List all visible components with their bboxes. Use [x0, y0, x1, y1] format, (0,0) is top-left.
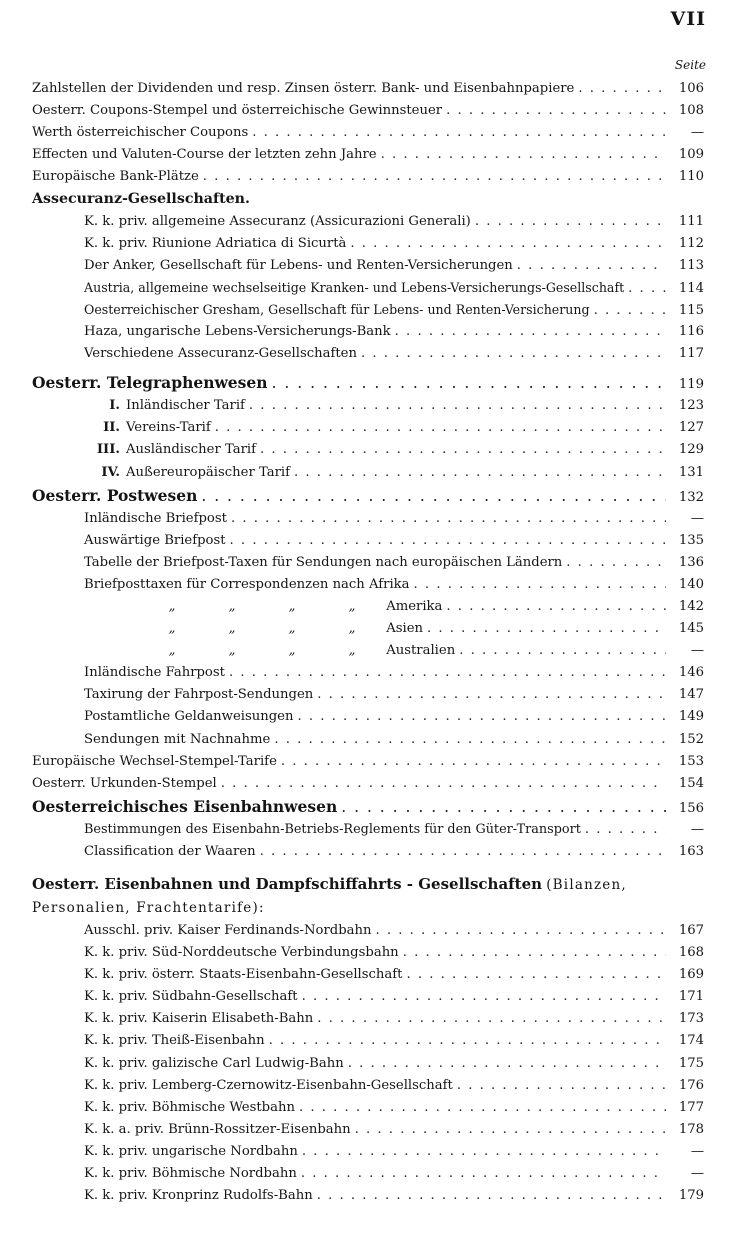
toc-entry: Effecten und Valuten-Course der letzten zehn Jahre . . . 109 — [32, 144, 704, 166]
toc-entry: Europäische Wechsel-Stempel-Tarife . . . 153 — [32, 751, 704, 773]
toc-entry: Der Anker, Gesellschaft für Lebens- und Renten-Versicherungen . . . 113 — [32, 255, 704, 277]
toc-entry: Sendungen mit Nachnahme . . . 152 — [32, 729, 704, 751]
toc-entry: K. k. priv. österr. Staats-Eisenbahn-Gesellschaft . . . 169 — [32, 964, 704, 986]
toc-entry: Verschiedene Assecuranz-Gesellschaften . . . 117 — [32, 343, 704, 365]
page-number: VII — [670, 8, 706, 30]
toc-entry: K. k. priv. allgemeine Assecuranz (Assicurazioni Generali) . . . 111 — [32, 211, 704, 233]
toc-entry: II. Vereins-Tarif . . . 127 — [32, 417, 704, 439]
section-heading: Oesterr. Postwesen . . . 132 — [32, 484, 704, 508]
toc-entry: Oesterreichischer Gresham, Gesellschaft für Lebens- und Renten-Versicherung . . . 115 — [32, 299, 704, 321]
table-of-contents — [32, 78, 704, 1207]
toc-entry: Taxirung der Fahrpost-Sendungen . . . 147 — [32, 684, 704, 706]
toc-entry: K. k. priv. Böhmische Nordbahn . . . — — [32, 1163, 704, 1185]
toc-entry: K. k. priv. ungarische Nordbahn . . . — — [32, 1141, 704, 1163]
toc-entry: Haza, ungarische Lebens-Versicherungs-Bank . . . 116 — [32, 321, 704, 343]
toc-entry: K. k. priv. Süd-Norddeutsche Verbindungsbahn . . . 168 — [32, 942, 704, 964]
section-heading: Oesterr. Eisenbahnen und Dampfschiffahrts - Gesellschaften (Bilanzen, Personalien, Frachtentarife): — [32, 875, 627, 916]
toc-entry: K. k. priv. Kaiserin Elisabeth-Bahn . . . 173 — [32, 1008, 704, 1030]
toc-entry: K. k. a. priv. Brünn-Rossitzer-Eisenbahn . . . 178 — [32, 1119, 704, 1141]
toc-entry: Tabelle der Briefpost-Taxen für Sendungen nach europäischen Ländern . . . 136 — [32, 552, 704, 574]
toc-entry: K. k. priv. Südbahn-Gesellschaft . . . 171 — [32, 986, 704, 1008]
toc-entry: Postamtliche Geldanweisungen . . . 149 — [32, 706, 704, 728]
toc-entry: Oesterr. Urkunden-Stempel . . . 154 — [32, 773, 704, 795]
toc-entry: K. k. priv. Riunione Adriatica di Sicurtà . . . 112 — [32, 233, 704, 255]
toc-entry: Oesterr. Coupons-Stempel und österreichische Gewinnsteuer . . . 108 — [32, 100, 704, 122]
toc-entry: Inländische Briefpost . . . — — [32, 508, 704, 530]
toc-entry: I. Inländischer Tarif . . . 123 — [32, 395, 704, 417]
toc-entry: „ „ „ „ Amerika . . . 142 — [32, 596, 704, 618]
toc-entry: Zahlstellen der Dividenden und resp. Zinsen österr. Bank- und Eisenbahnpapiere . . . 106 — [32, 78, 704, 100]
toc-entry: K. k. priv. Böhmische Westbahn . . . 177 — [32, 1097, 704, 1119]
section-heading: Oesterreichisches Eisenbahnwesen . . . 156 — [32, 795, 704, 819]
toc-entry: K. k. priv. Theiß-Eisenbahn . . . 174 — [32, 1030, 704, 1052]
column-header-seite: Seite — [674, 58, 706, 72]
toc-entry: Briefposttaxen für Correspondenzen nach Afrika . . . 140 — [32, 574, 704, 596]
toc-entry: Classification der Waaren . . . 163 — [32, 841, 704, 863]
toc-entry: Auswärtige Briefpost . . . 135 — [32, 530, 704, 552]
toc-entry: Werth österreichischer Coupons . . . — — [32, 122, 704, 144]
toc-entry: „ „ „ „ Asien . . . 145 — [32, 618, 704, 640]
toc-entry: Bestimmungen des Eisenbahn-Betriebs-Reglements für den Güter-Transport . . . — — [32, 819, 704, 841]
toc-entry: IV. Außereuropäischer Tarif . . . 131 — [32, 462, 704, 484]
toc-entry: K. k. priv. Kronprinz Rudolfs-Bahn . . . 179 — [32, 1185, 704, 1207]
toc-entry: Ausschl. priv. Kaiser Ferdinands-Nordbahn . . . 167 — [32, 920, 704, 942]
section-heading: Oesterr. Telegraphenwesen . . . 119 — [32, 371, 704, 395]
toc-entry: Europäische Bank-Plätze . . . 110 — [32, 166, 704, 188]
toc-entry: K. k. priv. galizische Carl Ludwig-Bahn . . . 175 — [32, 1053, 704, 1075]
toc-entry: „ „ „ „ Australien . . . — — [32, 640, 704, 662]
toc-entry: Austria, allgemeine wechselseitige Kranken- und Lebens-Versicherungs-Gesellschaft . . . 114 — [32, 277, 704, 299]
toc-entry: III. Ausländischer Tarif . . . 129 — [32, 439, 704, 461]
toc-entry: Inländische Fahrpost . . . 146 — [32, 662, 704, 684]
toc-entry: K. k. priv. Lemberg-Czernowitz-Eisenbahn-Gesellschaft . . . 176 — [32, 1075, 704, 1097]
section-heading: Assecuranz-Gesellschaften. — [32, 191, 250, 208]
